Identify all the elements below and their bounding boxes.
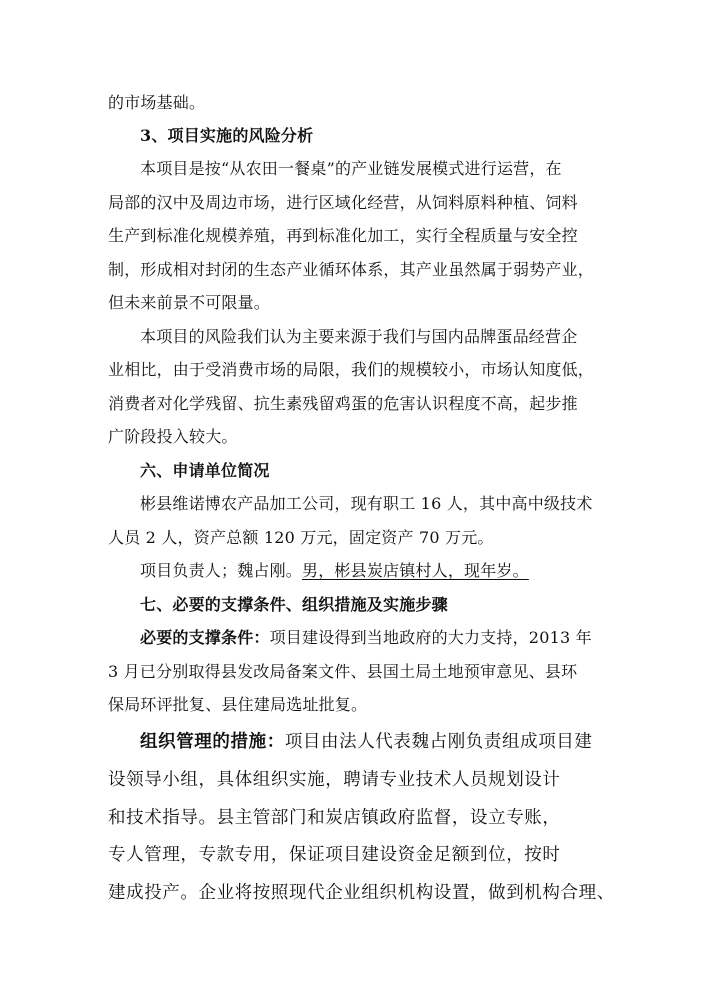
section-heading-applicant: 六、申请单位简况 xyxy=(140,461,270,480)
paragraph-line: 建成投产。企业将按照现代企业组织机构设置，做到机构合理、 xyxy=(108,883,615,903)
support-text: 项目建设得到当地政府的大力支持，2013 年 xyxy=(269,628,592,647)
paragraph-line: 消费者对化学残留、抗生素残留鸡蛋的危害认识程度不高，起步推 xyxy=(108,394,578,413)
leader-label: 项目负责人；魏占刚。 xyxy=(140,561,303,580)
paragraph-line: 本项目的风险我们认为主要来源于我们与国内品牌蛋品经营企 xyxy=(140,327,578,346)
project-leader-line xyxy=(140,560,529,582)
paragraph-line: 广阶段投入较大。 xyxy=(108,427,238,446)
paragraph-line: 人员 2 人，资产总额 120 万元，固定资产 70 万元。 xyxy=(108,528,494,547)
paragraph-line: 本项目是按“从农田一餐桌”的产业链发展模式进行运营，在 xyxy=(140,159,562,178)
paragraph-line: 局部的汉中及周边市场，进行区域化经营，从饲料原料种植、饲料 xyxy=(108,193,578,212)
leader-details: 男，彬县炭店镇村人，现年岁。 xyxy=(302,561,529,580)
paragraph-line: 和技术指导。县主管部门和炭店镇政府监督，设立专账， xyxy=(108,808,561,828)
support-label: 必要的支撑条件： xyxy=(140,628,270,647)
organization-label: 组织管理的措施： xyxy=(140,732,285,752)
organization-line xyxy=(140,730,593,754)
section-heading-support: 七、必要的支撑条件、组织措施及实施步骤 xyxy=(140,595,448,614)
paragraph-line: 但未来前景不可限量。 xyxy=(108,293,271,312)
paragraph-line: 制，形成相对封闭的生态产业循环体系，其产业虽然属于弱势产业， xyxy=(108,260,595,279)
paragraph-line: 3 月已分别取得县发改局备案文件、县国土局土地预审意见、县环 xyxy=(108,662,578,681)
paragraph-line: 业相比，由于受消费市场的局限，我们的规模较小，市场认知度低， xyxy=(108,360,595,379)
paragraph-line: 保局环评批复、县住建局选址批复。 xyxy=(108,695,368,714)
support-line xyxy=(140,627,592,649)
paragraph-line: 彬县维诺博农产品加工公司，现有职工 16 人，其中高中级技术 xyxy=(140,494,593,513)
paragraph-line: 专人管理，专款专用，保证项目建设资金足额到位，按时 xyxy=(108,845,561,865)
organization-text: 项目由法人代表魏占刚负责组成项目建 xyxy=(284,732,593,752)
paragraph-line: 设领导小组，具体组织实施，聘请专业技术人员规划设计 xyxy=(108,770,561,790)
paragraph-line: 的市场基础。 xyxy=(108,93,206,112)
paragraph-line: 生产到标准化规模养殖，再到标准化加工，实行全程质量与安全控 xyxy=(108,226,578,245)
section-heading-risk: 3、项目实施的风险分析 xyxy=(140,126,314,145)
